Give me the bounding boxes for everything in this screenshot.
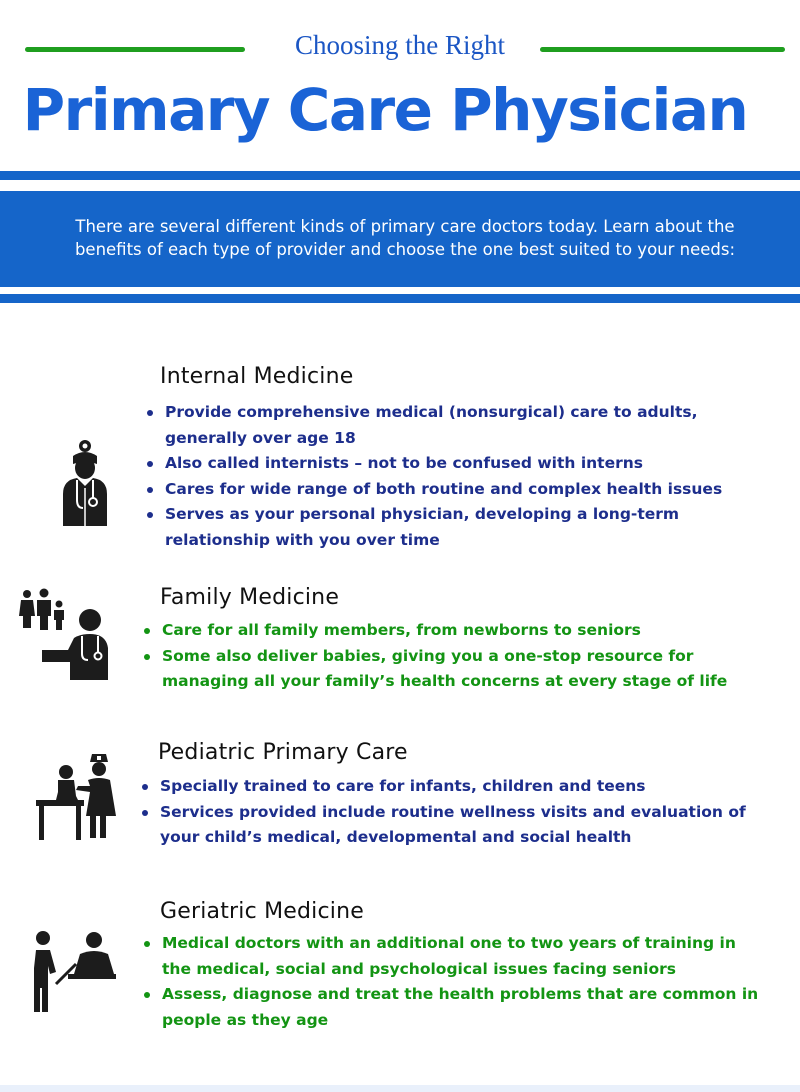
page-subtitle: Choosing the Right	[294, 30, 505, 60]
list-item: Provide comprehensive medical (nonsurgical) care to adults, generally over age 18	[145, 400, 765, 451]
list-item: Specially trained to care for infants, children and teens	[140, 774, 760, 800]
intro-text: There are several different kinds of primary care doctors today. Learn about the benefits of each type of provider and choose the one best suited to your needs:	[74, 217, 736, 259]
pediatric-nurse-icon	[36, 752, 118, 852]
doctor-stethoscope-icon	[55, 438, 115, 528]
list-item: Serves as your personal physician, developing a long-term relationship with you over time	[145, 502, 765, 553]
list-item: Services provided include routine wellness visits and evaluation of your child’s medical, developmental and social health	[140, 800, 760, 851]
list-item: Assess, diagnose and treat the health problems that are common in people as they age	[142, 982, 762, 1033]
family-doctor-icon	[18, 588, 113, 680]
list-item: Some also deliver babies, giving you a one-stop resource for managing all your family’s health concerns at every stage of life	[142, 644, 762, 695]
section-title-internal-medicine: Internal Medicine	[160, 364, 354, 389]
geriatric-care-icon	[28, 928, 118, 1018]
page-title: Primary Care Physician	[22, 76, 748, 144]
geriatric-medicine-list	[142, 931, 762, 1033]
section-title-geriatric-medicine: Geriatric Medicine	[160, 899, 364, 924]
list-item: Cares for wide range of both routine and complex health issues	[145, 477, 765, 503]
section-title-family-medicine: Family Medicine	[160, 585, 340, 610]
internal-medicine-list	[145, 400, 765, 553]
list-item: Medical doctors with an additional one to two years of training in the medical, social and psychological issues facing seniors	[142, 931, 762, 982]
list-item: Also called internists – not to be confused with interns	[145, 451, 765, 477]
band-bottom-stripe	[0, 294, 800, 303]
footer-strip	[0, 1085, 800, 1092]
family-medicine-list	[142, 618, 762, 695]
band-top-stripe	[0, 171, 800, 180]
section-title-pediatric-primary-care: Pediatric Primary Care	[158, 740, 408, 765]
pediatric-primary-care-list	[140, 774, 760, 851]
list-item: Care for all family members, from newborns to seniors	[142, 618, 762, 644]
